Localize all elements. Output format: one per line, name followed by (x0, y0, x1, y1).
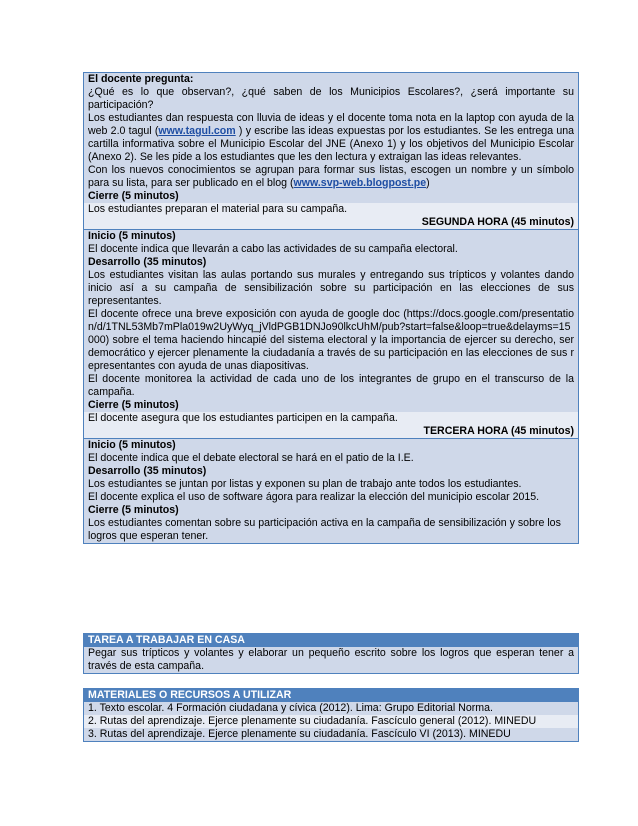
blog-link[interactable]: www.svp-web.blogpost.pe (293, 177, 427, 189)
tarea-text: Pegar sus trípticos y volantes y elaborar un pequeño escrito sobre los logros que esperan tener a través de esta campaña. (84, 647, 578, 673)
cierre-2-text: El docente asegura que los estudiantes participen en la campaña. (88, 412, 398, 424)
cierre-1-text: Los estudiantes preparan el material para su campaña. (88, 203, 348, 215)
desarrollo-3-text-1: Los estudiantes se juntan por listas y exponen su plan de trabajo ante todos los estudiantes. (88, 478, 522, 490)
cierre-3-text: Los estudiantes comentan sobre su participación activa en la campaña de sensibilización y sobre los logros que esperan tener. (88, 517, 561, 542)
inicio-2-label: Inicio (5 minutos) (88, 230, 176, 242)
cierre-1-row (84, 203, 578, 229)
lluvia-text-pre: Los estudiantes dan respuesta con lluvia de ideas y el docente toma nota en la laptop con ayuda de la web 2.0 tagul ( (88, 112, 574, 137)
cierre-1-label: Cierre (5 minutos) (88, 190, 179, 202)
inicio-3-label: Inicio (5 minutos) (88, 439, 176, 451)
segunda-hora-heading: SEGUNDA HORA (45 minutos) (421, 216, 574, 228)
cierre-2-row (84, 412, 578, 438)
tercera-hora-heading: TERCERA HORA (45 minutos) (423, 425, 574, 437)
grupos-text-post: ) (426, 177, 430, 189)
lesson-activities-box (83, 72, 579, 544)
desarrollo-2-text-3: El docente monitorea la actividad de cada uno de los integrantes de grupo en el transcurso de la campaña. (88, 373, 574, 398)
materiales-item: 1. Texto escolar. 4 Formación ciudadana y cívica (2012). Lima: Grupo Editorial Norma. (84, 702, 578, 715)
desarrollo-2-label: Desarrollo (35 minutos) (88, 256, 207, 268)
desarrollo-2-text-1: Los estudiantes visitan las aulas portando sus murales y entregando sus trípticos y volantes dando inicio así a su campaña de sensibilización sobre su participación en las elecciones de sus representantes. (88, 269, 574, 307)
docente-pregunta-row (84, 73, 578, 203)
desarrollo-3-text-2: El docente explica el uso de software ágora para realizar la elección del municipio escolar 2015. (88, 491, 540, 503)
lluvia-ideas-paragraph (88, 112, 574, 164)
docente-pregunta-text: ¿Qué es lo que observan?, ¿qué saben de los Municipios Escolares?, ¿será importante su participación? (88, 86, 574, 111)
desarrollo-3-label: Desarrollo (35 minutos) (88, 465, 207, 477)
lluvia-text-post: ) y escribe las ideas expuestas por los estudiantes. Se les entrega una cartilla informativa sobre el Municipio Escolar del JNE (Anexo 1) y los objetivos del Municipio Escolar (Anexo 2). Se les pide a los estudiantes que les den lectura y extraigan las ideas relevantes. (88, 125, 574, 163)
docente-pregunta-label: El docente pregunta: (88, 73, 194, 85)
tercera-hora-row (84, 438, 578, 543)
grupos-paragraph (88, 164, 574, 190)
materiales-box (83, 688, 579, 742)
tarea-box (83, 633, 579, 674)
grupos-text-pre: Con los nuevos conocimientos se agrupan para formar sus listas, escogen un nombre y un símbolo para su lista, para ser publicado en el blog ( (88, 164, 574, 189)
inicio-2-text: El docente indica que llevarán a cabo las actividades de su campaña electoral. (88, 243, 458, 255)
materiales-item: 3. Rutas del aprendizaje. Ejerce plenamente su ciudadanía. Fascículo VI (2013). MINEDU (84, 728, 578, 741)
cierre-2-label: Cierre (5 minutos) (88, 399, 179, 411)
inicio-3-text: El docente indica que el debate electoral se hará en el patio de la I.E. (88, 452, 414, 464)
tarea-header: TAREA A TRABAJAR EN CASA (84, 634, 578, 647)
materiales-item: 2. Rutas del aprendizaje. Ejerce plenamente su ciudadanía. Fascículo general (2012). MINEDU (84, 715, 578, 728)
segunda-hora-row (84, 229, 578, 412)
cierre-3-label: Cierre (5 minutos) (88, 504, 179, 516)
desarrollo-2-text-2: El docente ofrece una breve exposición con ayuda de google doc (https://docs.google.com/presentation/d/1TNL53Mb7mPla019w2UyWyq_jVldPGB1DNJo90lkcUhM/pub?start=false&loop=true&delayms=15000) sobre el tema haciendo hincapié del sistema electoral y la importancia de ejercer su derecho, ser democrático y ejercer plenamente la ciudadanía a través de su participación en las elecciones de sus representantes con ayuda de unas diapositivas. (88, 308, 574, 372)
tagul-link[interactable]: www.tagul.com (158, 125, 236, 137)
materiales-header: MATERIALES O RECURSOS A UTILIZAR (84, 689, 578, 702)
